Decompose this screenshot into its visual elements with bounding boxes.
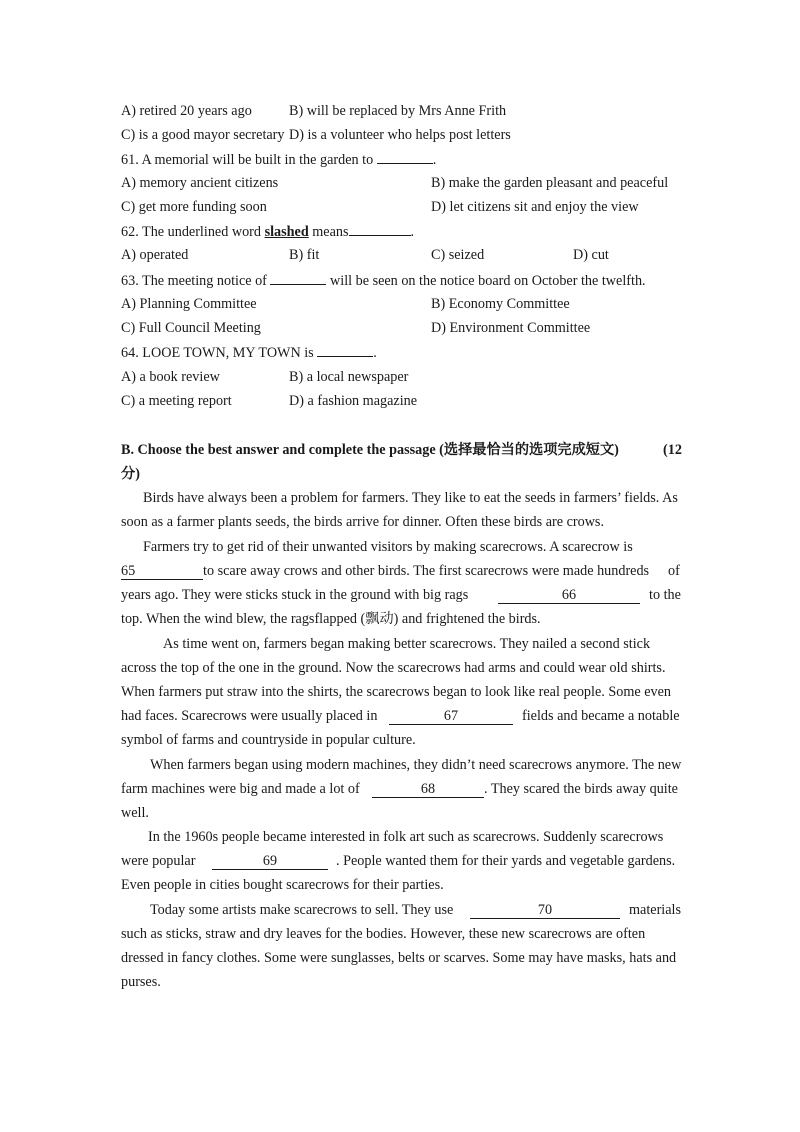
q64-stem <box>121 342 377 363</box>
q62-answer-blank[interactable] <box>349 221 411 236</box>
passage-p4-line2-text: farm machines were big and made a lot of <box>121 781 360 797</box>
passage-p3-line4-text: had faces. Scarecrows were usually placed in <box>121 708 378 724</box>
q60-option-c: C) is a good mayor secretary <box>121 127 285 143</box>
q64-option-d: D) a fashion magazine <box>289 393 418 409</box>
q62-underlined-word: slashed <box>264 224 309 240</box>
blank-68[interactable]: 68 <box>372 781 484 798</box>
passage-p5-line3: Even people in cities bought scarecrows for their parties. <box>121 877 444 893</box>
passage-p2-line2-text: to scare away crows and other birds. The first scarecrows were made hundreds <box>203 563 650 579</box>
passage-p4-line1: When farmers began using modern machines, they didn’t need scarecrows anymore. The new <box>150 757 682 773</box>
q61-stem-text: 61. A memorial will be built in the garden to <box>121 152 377 168</box>
section-b-points: (12 <box>663 442 682 458</box>
passage-p4-line2-end: . They scared the birds away quite <box>484 781 678 797</box>
passage-p5-line2-end: . People wanted them for their yards and vegetable gardens. <box>336 853 676 869</box>
q64-option-b: B) a local newspaper <box>289 369 409 385</box>
q63-answer-blank[interactable] <box>270 270 326 285</box>
q62-option-b: B) fit <box>289 247 320 263</box>
q64-stem-text: 64. LOOE TOWN, MY TOWN is <box>121 345 318 361</box>
passage-p2-line2 <box>121 561 649 581</box>
passage-p2-line3 <box>121 585 468 605</box>
passage-p4-line2 <box>121 779 360 799</box>
q60-option-d: D) is a volunteer who helps post letters <box>289 127 511 143</box>
q63-option-d: D) Environment Committee <box>431 320 591 336</box>
q62-option-d: D) cut <box>573 247 609 263</box>
q64-stem-end: . <box>373 345 377 361</box>
passage-p4-line3: well. <box>121 805 149 821</box>
passage-p2-line3-blank-wrap <box>498 585 640 605</box>
q60-option-a: A) retired 20 years ago <box>121 103 252 119</box>
passage-p3-line5: symbol of farms and countryside in popular culture. <box>121 732 416 748</box>
passage-p2-line4: top. When the wind blew, the ragsflapped (飘动) and frightened the birds. <box>121 611 541 627</box>
q64-option-c: C) a meeting report <box>121 393 232 409</box>
passage-p6-line4: purses. <box>121 974 161 990</box>
passage-p2-line3-text: years ago. They were sticks stuck in the ground with big rags <box>121 587 469 603</box>
q62-stem-text: 62. The underlined word <box>121 224 265 240</box>
blank-67[interactable]: 67 <box>389 708 513 725</box>
blank-69[interactable]: 69 <box>212 853 328 870</box>
passage-p6-line1 <box>150 900 453 920</box>
blank-66[interactable]: 66 <box>498 587 640 604</box>
q61-option-d: D) let citizens sit and enjoy the view <box>431 199 639 215</box>
passage-p6-line1-text: Today some artists make scarecrows to sell. They use <box>150 902 454 918</box>
q61-option-c: C) get more funding soon <box>121 199 267 215</box>
section-b-heading <box>121 440 619 460</box>
q61-answer-blank[interactable] <box>377 149 433 164</box>
passage-p3-line4-end: fields and became a notable <box>522 708 680 724</box>
q61-stem-end: . <box>432 152 437 168</box>
passage-p5-line2 <box>121 851 195 871</box>
passage-p1-line1: Birds have always been a problem for farmers. They like to eat the seeds in farmers’ fields. As <box>143 490 678 506</box>
passage-p6-line3: dressed in fancy clothes. Some were sunglasses, belts or scarves. Some may have masks, hats and <box>121 950 677 966</box>
q64-answer-blank[interactable] <box>317 342 373 357</box>
q62-stem <box>121 221 414 242</box>
blank-70[interactable]: 70 <box>470 902 620 919</box>
passage-p4-line2-blank-wrap <box>372 779 484 799</box>
q63-option-c: C) Full Council Meeting <box>121 320 261 336</box>
q64-option-a: A) a book review <box>121 369 220 385</box>
q63-stem <box>121 270 646 291</box>
passage-p2-line1: Farmers try to get rid of their unwanted visitors by making scarecrows. A scarecrow is <box>143 539 633 555</box>
q63-option-a: A) Planning Committee <box>121 296 257 312</box>
q62-option-c: C) seized <box>431 247 485 263</box>
passage-p6-line1-blank-wrap <box>470 900 620 920</box>
passage-p1-line2: soon as a farmer plants seeds, the birds arrive for dinner. Often these birds are crows. <box>121 514 605 530</box>
passage-p3-line4 <box>121 706 377 726</box>
passage-p5-line2-blank-wrap <box>212 851 328 871</box>
q61-option-b: B) make the garden pleasant and peaceful <box>431 175 669 191</box>
passage-p6-line2: such as sticks, straw and dry leaves for the bodies. However, these new scarecrows are often <box>121 926 646 942</box>
section-b-title: B. Choose the best answer and complete the passage (选择最恰当的选项完成短文) <box>121 442 619 458</box>
q60-option-b: B) will be replaced by Mrs Anne Frith <box>289 103 507 119</box>
passage-p3-line4-blank-wrap <box>389 706 513 726</box>
q63-stem-text: 63. The meeting notice of <box>121 273 271 289</box>
passage-p3-line3: When farmers put straw into the shirts, the scarecrows began to look like real people. Some even <box>121 684 671 700</box>
passage-p3-line1: As time went on, farmers began making better scarecrows. They nailed a second stick <box>163 636 651 652</box>
blank-65[interactable]: 65 <box>121 563 203 580</box>
passage-p2-line3-end: to the <box>649 587 681 603</box>
q62-stem-end: . <box>410 224 415 240</box>
section-b-points-unit: 分) <box>121 466 140 482</box>
q62-option-a: A) operated <box>121 247 189 263</box>
q62-stem-mid: means <box>308 224 349 240</box>
q61-option-a: A) memory ancient citizens <box>121 175 279 191</box>
q63-option-b: B) Economy Committee <box>431 296 570 312</box>
passage-p5-line1: In the 1960s people became interested in folk art such as scarecrows. Suddenly scarecrows <box>148 829 664 845</box>
q61-stem <box>121 149 436 170</box>
q63-stem-end: will be seen on the notice board on October the twelfth. <box>326 273 646 289</box>
passage-p2-line2-end: of <box>668 563 680 579</box>
passage-p5-line2-text: were popular <box>121 853 196 869</box>
passage-p6-line1-end: materials <box>629 902 681 918</box>
passage-p3-line2: across the top of the one in the ground. Now the scarecrows had arms and could wear old shirts. <box>121 660 666 676</box>
